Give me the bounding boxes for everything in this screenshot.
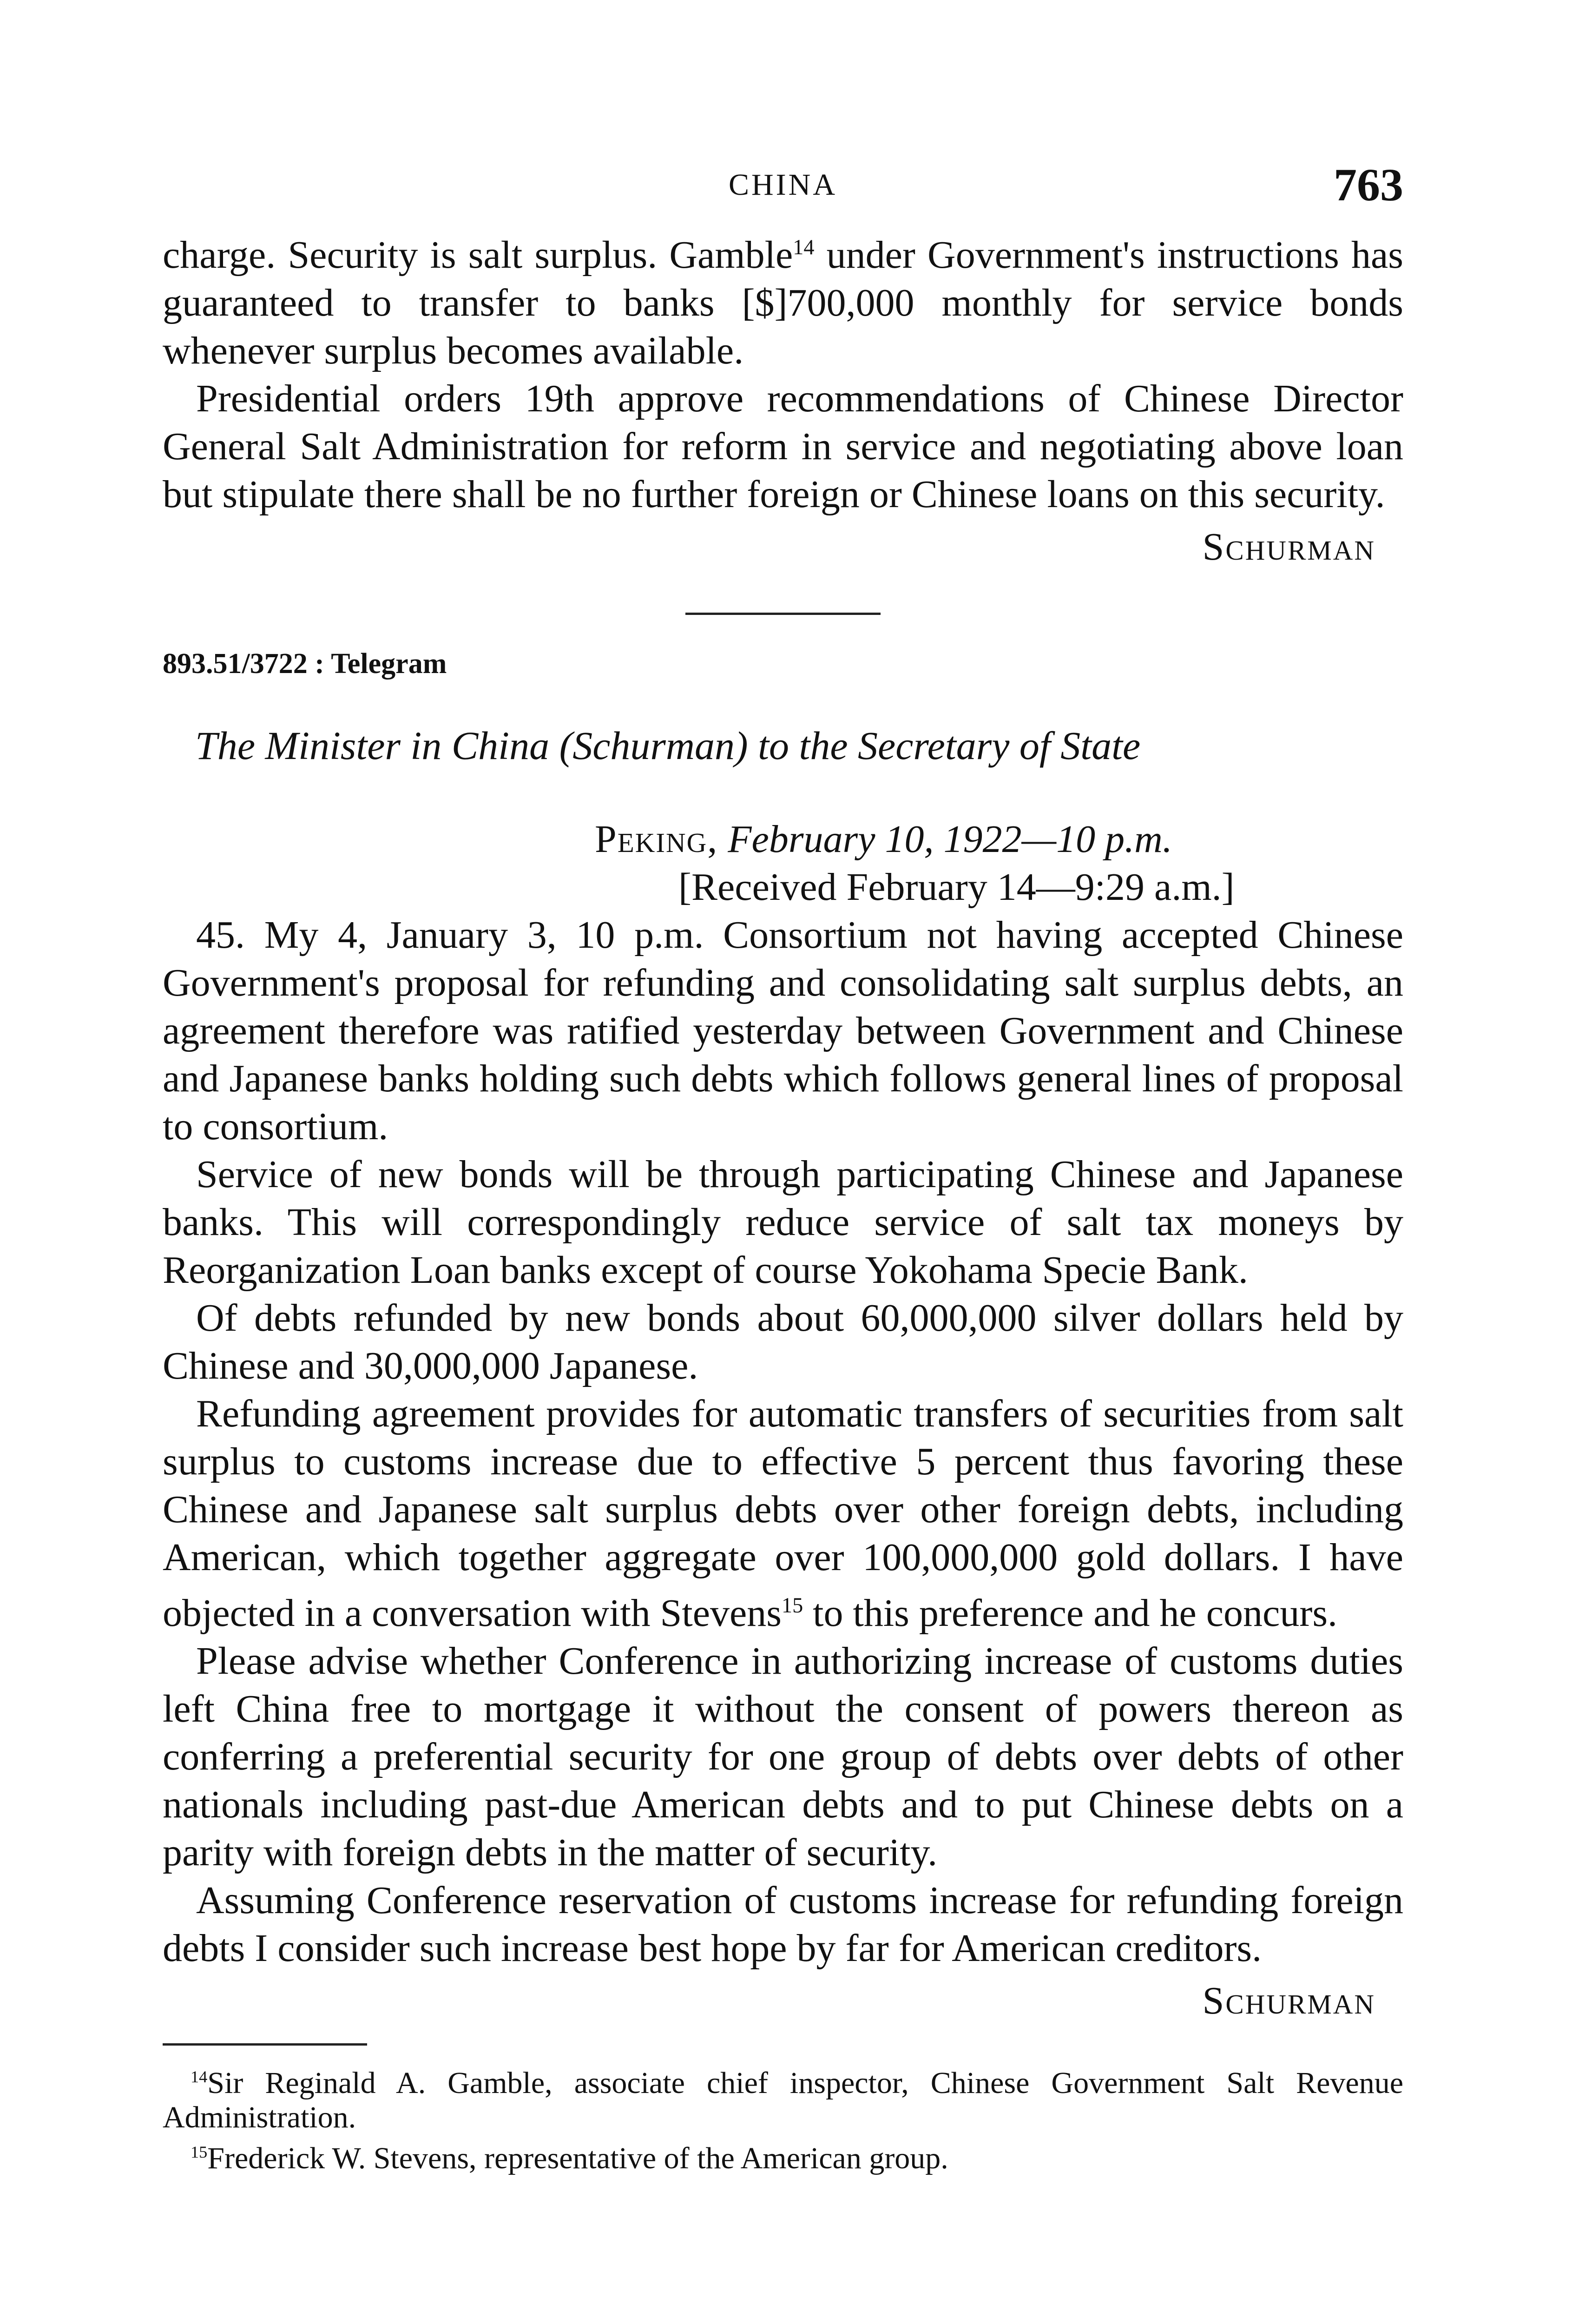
paragraph: Presidential orders 19th approve recommendations of Chinese Director General Salt Administration for reform in service and negotiating above loan but stipulate there shall be no further foreign or Chinese loans on this security. (163, 377, 1403, 516)
paragraph-text: under Government's instructions has guaranteed to transfer to banks [$]700,000 monthly for service bonds whenever surplus becomes available. (163, 233, 1403, 372)
paragraph-text: to this preference and he concurs. (803, 1591, 1338, 1635)
footnote-divider (163, 2043, 367, 2046)
paragraph: Service of new bonds will be through participating Chinese and Japanese banks. This will correspondingly reduce service of salt tax moneys by Reorganization Loan banks except of course Yokohama Specie Bank. (163, 1153, 1403, 1292)
footnote (163, 2135, 1403, 2176)
footnote-text: Sir Reginald A. Gamble, associate chief inspector, Chinese Government Salt Revenue Administration. (163, 2066, 1403, 2134)
paragraph (163, 1390, 1403, 1637)
paragraph: 45. My 4, January 3, 10 p.m. Consortium not having accepted Chinese Government's proposal for refunding and consolidating salt surplus debts, an agreement therefore was ratified yesterday between Government and Chinese and Japanese banks holding such debts which follows general lines of proposal to consortium. (163, 913, 1403, 1148)
document-title: The Minister in China (Schurman) to the Secretary of State (195, 723, 1141, 768)
dateline (595, 815, 1403, 863)
footnote-mark: 15 (191, 2143, 208, 2161)
running-head: CHINA (729, 168, 837, 202)
footnote-ref: 15 (781, 1593, 803, 1617)
paragraph: Please advise whether Conference in authorizing increase of customs duties left China free to mortgage it without the consent of powers thereon as conferring a preferential security for one group of debts over debts of other nationals including past-due American debts and to put Chinese debts on a parity with foreign debts in the matter of security. (163, 1639, 1403, 1874)
dateline-date: February 10, 1922—10 p.m. (728, 818, 1172, 861)
footnote-ref: 14 (793, 235, 815, 259)
dateline-place: Peking, (595, 818, 718, 861)
received-note: [Received February 14—9:29 a.m.] (678, 865, 1235, 909)
paragraph (163, 223, 1403, 375)
paragraph: Assuming Conference reservation of customs increase for refunding foreign debts I consider such increase best hope by far for American creditors. (163, 1879, 1403, 1970)
signature: Schurman (1202, 525, 1375, 568)
page-number: 763 (1334, 159, 1403, 211)
footnote (163, 2060, 1403, 2135)
page-header (163, 139, 1403, 223)
document-page (163, 139, 1403, 2176)
paragraph-text: charge. Security is salt surplus. Gamble (163, 233, 793, 277)
file-reference: 893.51/3722 : Telegram (163, 648, 447, 680)
footnote-mark: 14 (191, 2067, 208, 2086)
section-divider (685, 613, 881, 615)
paragraph-text: Refunding agreement provides for automatic transfers of securities from salt surplus to customs increase due to effective 5 percent thus favoring these Chinese and Japanese salt surplus debts over other foreign debts, including American, which together aggregate over 100,000,000 gold dollars. I have objected in a conversation with Stevens (163, 1392, 1403, 1635)
paragraph: Of debts refunded by new bonds about 60,000,000 silver dollars held by Chinese and 30,000,000 Japanese. (163, 1296, 1403, 1387)
footnote-text: Frederick W. Stevens, representative of the American group. (207, 2141, 948, 2175)
signature: Schurman (1202, 1979, 1375, 2022)
